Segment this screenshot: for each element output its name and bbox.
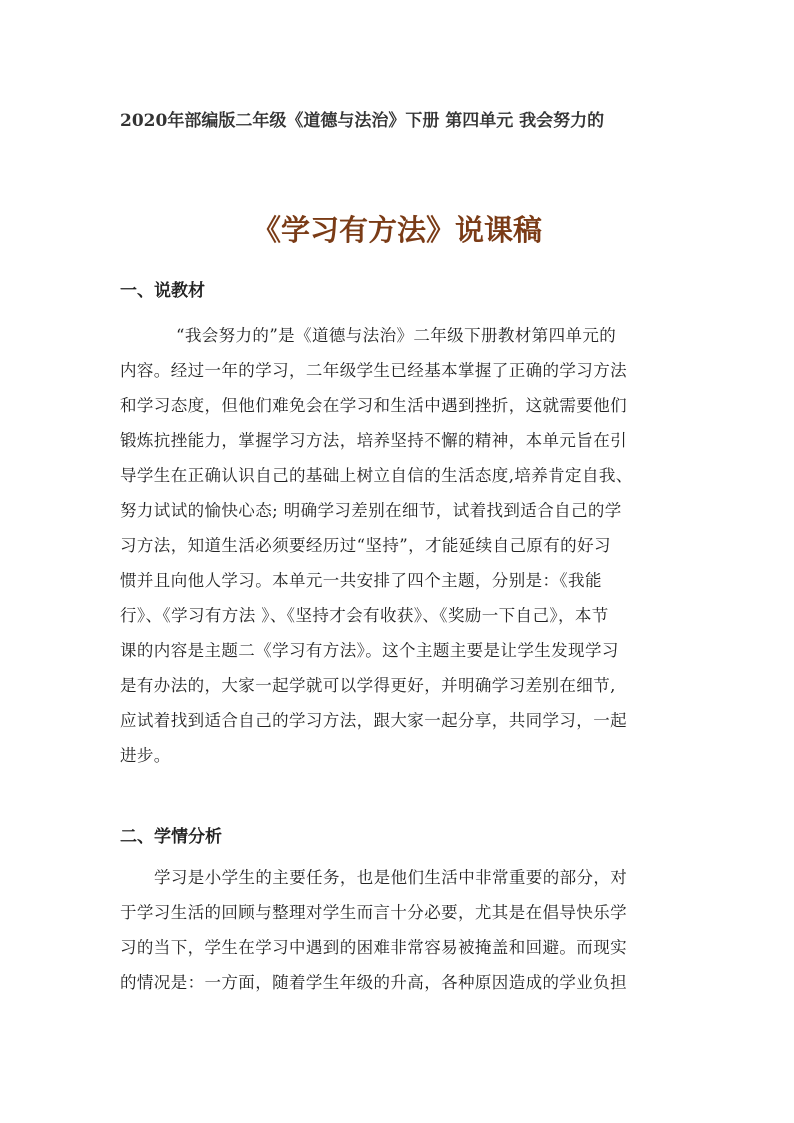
paragraph-line: 惯并且向他人学习。本单元一共安排了四个主题，分别是：《我能: [120, 571, 602, 590]
document-header: 2020年部编版二年级《道德与法治》下册 第四单元 我会努力的: [120, 111, 605, 131]
paragraph-line: “我会努力的”是《道德与法治》二年级下册教材第四单元的: [176, 326, 617, 345]
paragraph-line: 努力试试的愉快心态; 明确学习差别在细节，试着找到适合自己的学: [120, 501, 622, 520]
paragraph-analysis: [120, 864, 680, 1014]
paragraph-line: 于学习生活的回顾与整理对学生而言十分必要，尤其是在倡导快乐学: [120, 903, 627, 922]
paragraph-line: 学习是小学生的主要任务，也是他们生活中非常重要的部分，对: [154, 868, 628, 887]
paragraph-line: 行》、《学习有方法 》、《坚持才会有收获》、《奖励一下自己》，本节: [120, 606, 609, 625]
paragraph-line: 内容。经过一年的学习，二年级学生已经基本掌握了正确的学习方法: [120, 361, 627, 380]
paragraph-line: 的情况是：一方面，随着学生年级的升高，各种原因造成的学业负担: [120, 973, 627, 992]
paragraph-line: 进步。: [120, 746, 171, 765]
paragraph-textbook: [120, 322, 680, 792]
paragraph-line: 课的内容是主题二《学习有方法》。这个主题主要是让学生发现学习: [120, 641, 619, 660]
paragraph-line: 习方法，知道生活必须要经历过“坚持”，才能延续自己原有的好习: [120, 536, 611, 555]
paragraph-line: 应试着找到适合自己的学习方法，跟大家一起分享，共同学习，一起: [120, 711, 627, 730]
paragraph-line: 导学生在正确认识自己的基础上树立自信的生活态度,培养肯定自我、: [120, 466, 633, 485]
paragraph-line: 和学习态度，但他们难免会在学习和生活中遇到挫折，这就需要他们: [120, 396, 627, 415]
page-title: 《学习有方法》说课稿: [251, 213, 542, 247]
paragraph-line: 锻炼抗挫能力，掌握学习方法，培养坚持不懈的精神，本单元旨在引: [120, 431, 627, 450]
section-heading-textbook: 一、说教材: [120, 281, 205, 301]
paragraph-line: 是有办法的，大家一起学就可以学得更好，并明确学习差别在细节,: [120, 676, 616, 695]
paragraph-line: 习的当下，学生在学习中遇到的困难非常容易被掩盖和回避。而现实: [120, 938, 627, 957]
section-heading-analysis: 二、学情分析: [120, 827, 222, 847]
